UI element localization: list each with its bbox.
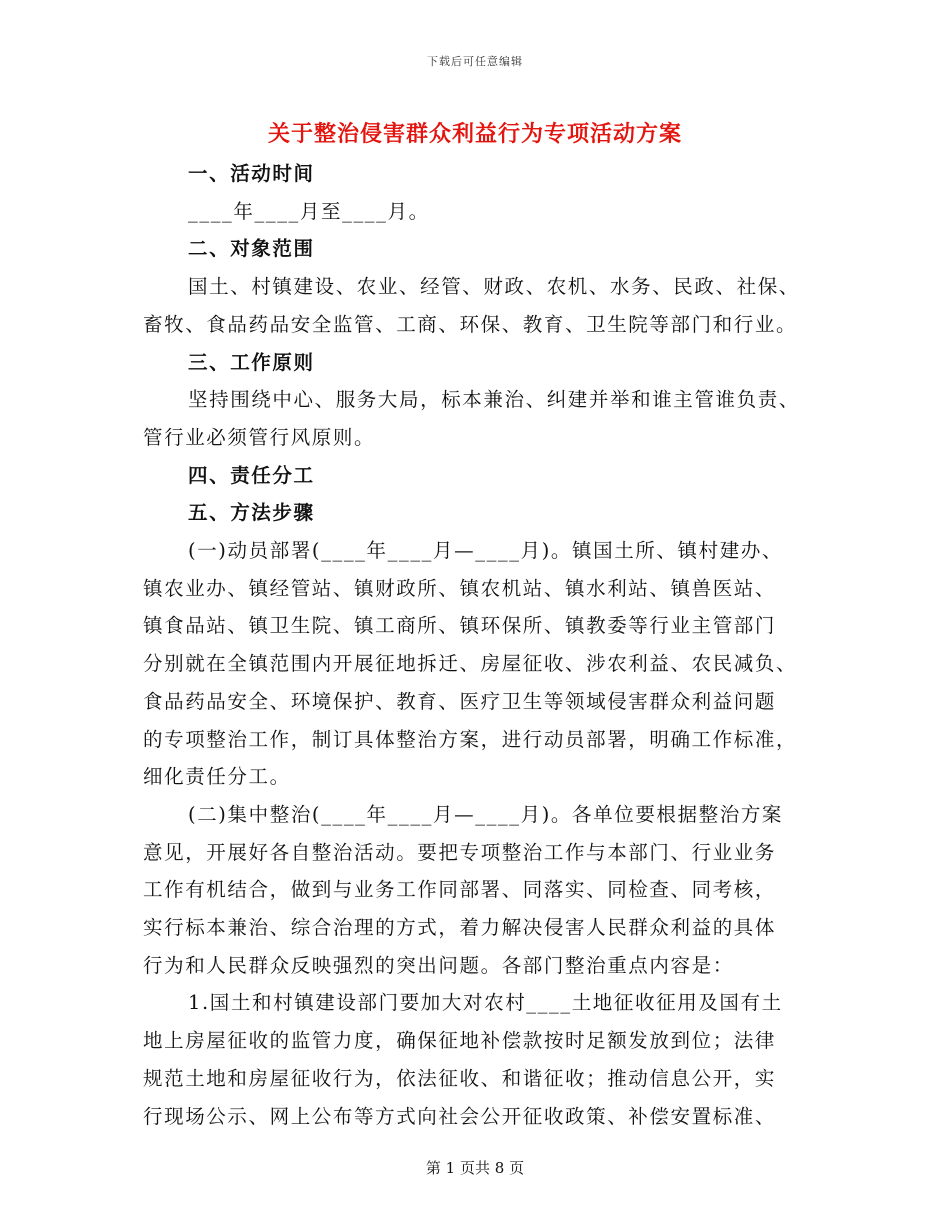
body-line: 管行业必须管行风原则。 [143, 425, 376, 449]
page-header: 下载后可任意编辑 [427, 55, 523, 68]
body-line: 镇农业办、镇经管站、镇财政所、镇农机站、镇水利站、镇兽医站、 [143, 576, 777, 600]
body-line: 规范土地和房屋征收行为，依法征收、和谐征收；推动信息公开，实 [143, 1066, 777, 1090]
body-line: 国土、村镇建设、农业、经管、财政、农机、水务、民政、社保、 [188, 275, 800, 299]
body-line: ____年____月至____月。 [188, 199, 430, 223]
body-line: (二)集中整治(____年____月—____月)。各单位要根据整治方案 [188, 802, 784, 826]
body-line: 行为和人民群众反映强烈的突出问题。各部门整治重点内容是： [143, 953, 734, 977]
body-line: 坚持围绕中心、服务大局，标本兼治、纠建并举和谁主管谁负责、 [188, 388, 800, 412]
body-line: 1.国土和村镇建设部门要加大对农村____土地征收征用及国有土 [188, 991, 783, 1015]
document-title: 关于整治侵害群众利益行为专项活动方案 [267, 121, 682, 147]
body-line: 畜牧、食品药品安全监管、工商、环保、教育、卫生院等部门和行业。 [143, 312, 798, 336]
body-line: 镇食品站、镇卫生院、镇工商所、镇环保所、镇教委等行业主管部门 [143, 614, 777, 638]
body-line: 细化责任分工。 [143, 765, 291, 789]
body-line: 行现场公示、网上公布等方式向社会公开征收政策、补偿安置标准、 [143, 1104, 777, 1128]
section-heading: 五、方法步骤 [188, 501, 315, 525]
document-body [143, 155, 808, 1135]
body-line: 的专项整治工作，制订具体整治方案，进行动员部署，明确工作标准， [143, 727, 798, 751]
body-line: 食品药品安全、环境保护、教育、医疗卫生等领域侵害群众利益问题 [143, 689, 777, 713]
body-line: 分别就在全镇范围内开展征地拆迁、房屋征收、涉农利益、农民减负、 [143, 652, 798, 676]
body-line: 实行标本兼治、综合治理的方式，着力解决侵害人民群众利益的具体 [143, 916, 777, 940]
section-heading: 一、活动时间 [188, 162, 315, 185]
section-heading: 四、责任分工 [188, 463, 315, 487]
body-line: 意见，开展好各自整治活动。要把专项整治工作与本部门、行业业务 [143, 840, 777, 864]
body-line: 工作有机结合，做到与业务工作同部署、同落实、同检查、同考核， [143, 878, 777, 902]
page-number: 第 1 页共 8 页 [425, 1159, 525, 1177]
body-line: 地上房屋征收的监管力度，确保征地补偿款按时足额发放到位；法律 [143, 1029, 777, 1053]
section-heading: 三、工作原则 [188, 350, 315, 374]
section-heading: 二、对象范围 [188, 237, 315, 261]
body-line: (一)动员部署(____年____月—____月)。镇国土所、镇村建办、 [188, 539, 784, 563]
